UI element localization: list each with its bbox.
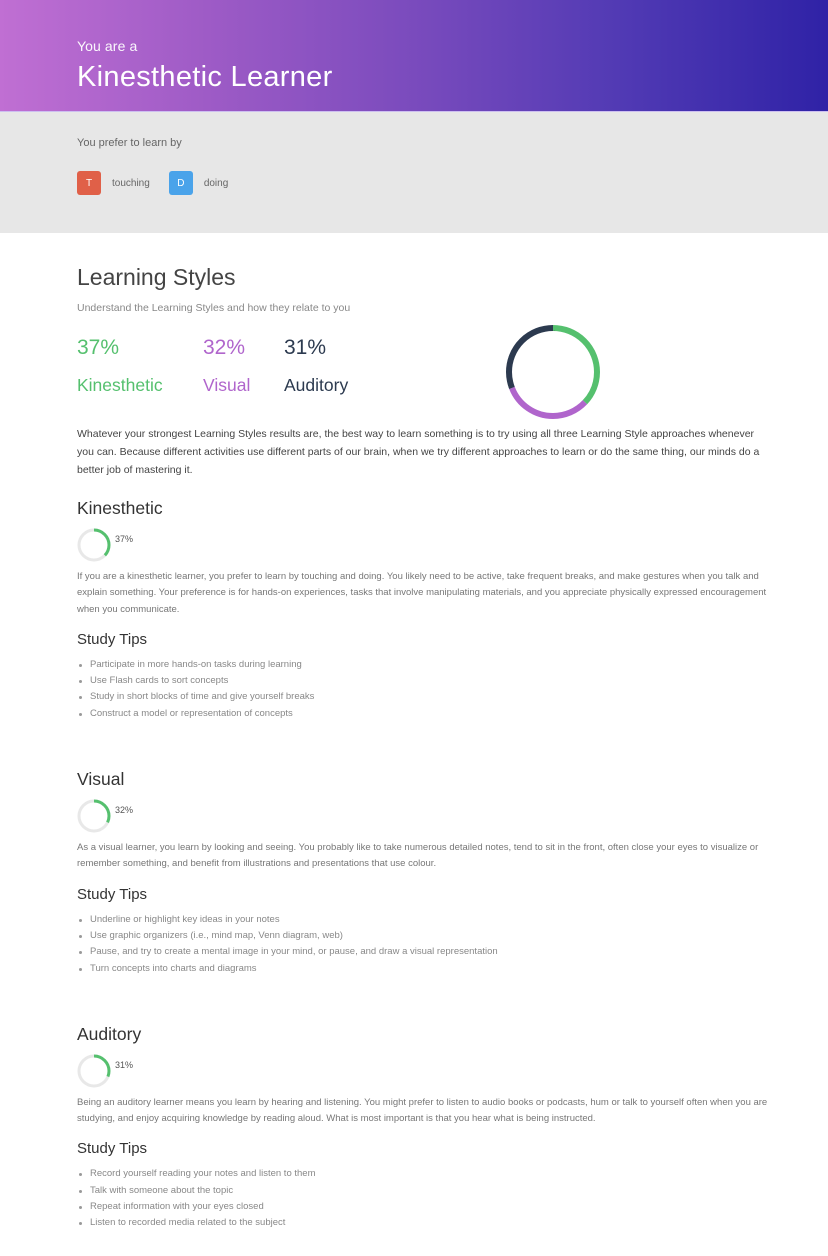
study-tips-title: Study Tips [77,630,148,648]
list-item: Use Flash cards to sort concepts [77,673,760,689]
score-ring-row [77,799,760,833]
progress-ring-icon [77,528,111,562]
learning-styles-subtitle: Understand the Learning Styles and how they relate to you [77,302,351,314]
learning-styles-title: Learning Styles [77,264,236,290]
hero-pre-title: You are a [77,38,138,54]
score-percent: 31% [115,1059,134,1070]
study-tips-title: Study Tips [77,885,148,903]
list-item: Listen to recorded media related to the subject [77,1215,760,1231]
list-item: Pause, and try to create a mental image in your mind, or pause, and draw a visual representation [77,944,760,960]
section-description: As a visual learner, you learn by looking and seeing. You probably like to take numerous detailed notes, tend to sit in the front, often close your eyes to visualize or remember something, and benefit from illustrations and presentations that use colour. [77,842,759,870]
section-description: If you are a kinesthetic learner, you prefer to learn by touching and doing. You likely need to be active, take frequent breaks, and make gestures when you talk and explain something. Your preference is for hands-on experiences, tasks that involve manipulating materials, and you appreciate physically expressed encouragement when you communicate. [77,571,767,615]
stat-percent: 32% [203,336,246,359]
doing-letter-icon: D [169,171,193,195]
list-item: Turn concepts into charts and diagrams [77,961,760,977]
stat-percent: 31% [284,336,327,359]
score-ring-row [77,528,760,562]
touching-letter-icon: T [77,171,101,195]
hero-title: Kinesthetic Learner [77,61,333,93]
preference-chips [77,171,828,195]
stat-percent: 37% [77,336,120,359]
preferences-label: You prefer to learn by [77,137,182,149]
list-item: Construct a model or representation of concepts [77,706,760,722]
section-visual [77,768,760,977]
progress-ring-icon [77,799,111,833]
study-tips-list [77,657,760,722]
list-item: Participate in more hands-on tasks during learning [77,657,760,673]
section-description: Being an auditory learner means you learn by hearing and listening. You might prefer to listen to audio books or podcasts, hum or talk to yourself often when you are studying, and enjoy acquiring knowledge by reading aloud. What is most important is that you hear what is being instructed. [77,1096,768,1125]
section-title: Visual [77,769,125,790]
study-tips-list [77,912,760,977]
section-title: Auditory [77,1023,142,1044]
preference-chip-doing [169,171,228,195]
list-item: Record yourself reading your notes and listen to them [77,1166,760,1182]
study-tips-list [77,1166,760,1231]
list-item: Study in short blocks of time and give yourself breaks [77,689,760,705]
stat-auditory [284,336,348,396]
progress-ring-icon [77,1054,111,1088]
stat-name: Visual [203,375,251,395]
score-ring-row [77,1054,760,1088]
section-title: Kinesthetic [77,498,163,518]
score-percent: 32% [115,805,134,816]
result-hero [0,0,828,112]
list-item: Underline or highlight key ideas in your notes [77,912,760,928]
list-item: Use graphic organizers (i.e., mind map, Venn diagram, web) [77,928,760,944]
preference-chip-touching [77,171,150,195]
learning-styles-intro: Whatever your strongest Learning Styles results are, the best way to learn something is to try using all three Learning Style approaches whenever you can. Because different activities use different parts of our brain, when we try different approaches to learn or do the same thing, our minds do a better job of mastering it. [77,428,760,476]
main-content [0,263,768,1232]
preference-text: touching [112,177,150,189]
section-kinesthetic [77,497,767,722]
list-item: Talk with someone about the topic [77,1183,760,1199]
preference-text: doing [203,177,229,189]
stat-name: Kinesthetic [77,375,163,395]
stat-name: Auditory [284,375,349,395]
study-tips-title: Study Tips [77,1140,148,1158]
style-summary [77,315,760,425]
stat-kinesthetic [77,336,163,396]
section-auditory [77,1023,768,1232]
learning-styles-donut-chart [504,323,602,421]
preferences-panel [0,112,828,233]
list-item: Repeat information with your eyes closed [77,1199,760,1215]
score-percent: 37% [115,534,134,544]
stat-visual [203,336,250,396]
